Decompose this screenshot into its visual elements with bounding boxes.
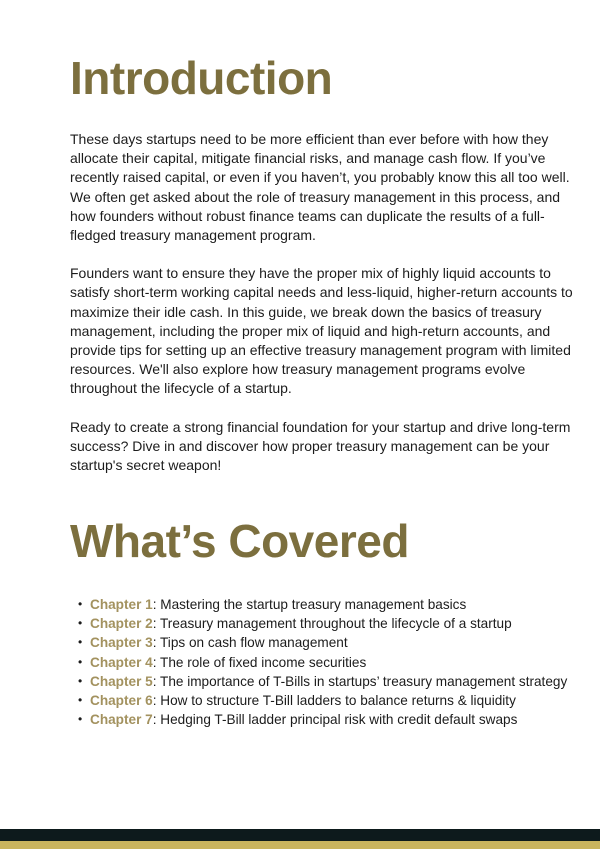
- introduction-heading: Introduction: [70, 52, 333, 104]
- bullet-icon: •: [78, 597, 83, 611]
- chapter-label: Chapter 2: [90, 616, 153, 632]
- introduction-body: [70, 130, 575, 494]
- chapter-description: : Mastering the startup treasury management basics: [152, 597, 467, 612]
- chapter-item-4: [78, 653, 578, 672]
- chapter-item-6: [78, 691, 578, 710]
- chapter-description: : The role of fixed income securities: [152, 654, 367, 670]
- bullet-icon: •: [78, 635, 83, 650]
- chapter-item-1: [78, 595, 578, 614]
- chapter-description: : The importance of T-Bills in startups’ treasury management strategy: [152, 673, 568, 689]
- chapter-description: : How to structure T-Bill ladders to balance returns & liquidity: [152, 693, 516, 709]
- chapter-description: : Tips on cash flow management: [152, 635, 348, 651]
- chapter-item-2: [78, 614, 578, 633]
- chapter-label: Chapter 5: [90, 673, 153, 689]
- intro-paragraph-1: These days startups need to be more efficient than ever before with how they allocate their capital, mitigate financial risks, and manage cash flow. If you’ve recently raised capital, or even if you haven’t, you probably know this all too well. We often get asked about the role of treasury management in this process, and how founders without robust finance teams can duplicate the results of a full-fledged treasury management program.: [70, 131, 570, 244]
- bullet-icon: •: [78, 673, 83, 688]
- bullet-icon: •: [78, 712, 83, 727]
- chapter-list: [78, 595, 578, 729]
- chapter-label: Chapter 7: [90, 712, 153, 728]
- intro-paragraph-3: Ready to create a strong financial foundation for your startup and drive long-term success? Dive in and discover how proper treasury management can be your startup's secret weapon!: [70, 418, 571, 474]
- chapter-description: : Treasury management throughout the lifecycle of a startup: [152, 616, 512, 632]
- chapter-item-3: [78, 633, 578, 652]
- bullet-icon: •: [78, 693, 83, 708]
- chapter-label: Chapter 1: [90, 597, 153, 612]
- footer-gold-stripe: [0, 841, 600, 849]
- whats-covered-heading: What’s Covered: [70, 515, 409, 567]
- chapter-item-7: [78, 710, 578, 729]
- footer-dark-stripe: [0, 829, 600, 841]
- chapter-description: : Hedging T-Bill ladder principal risk with credit default swaps: [152, 712, 518, 728]
- bullet-icon: •: [78, 654, 83, 669]
- footer-bar: [0, 829, 600, 849]
- chapter-label: Chapter 6: [90, 693, 153, 709]
- chapter-item-5: [78, 672, 578, 691]
- chapter-label: Chapter 3: [90, 635, 153, 651]
- bullet-icon: •: [78, 616, 83, 631]
- intro-paragraph-2: Founders want to ensure they have the proper mix of highly liquid accounts to satisfy short-term working capital needs and less-liquid, higher-return accounts to maximize their idle cash. In this guide, we break down the basics of treasury management, including the proper mix of liquid and high-return accounts, and provide tips for setting up an effective treasury management program with limited resources. We'll also explore how treasury management programs evolve throughout the lifecycle of a startup.: [70, 265, 573, 397]
- chapter-label: Chapter 4: [90, 654, 153, 670]
